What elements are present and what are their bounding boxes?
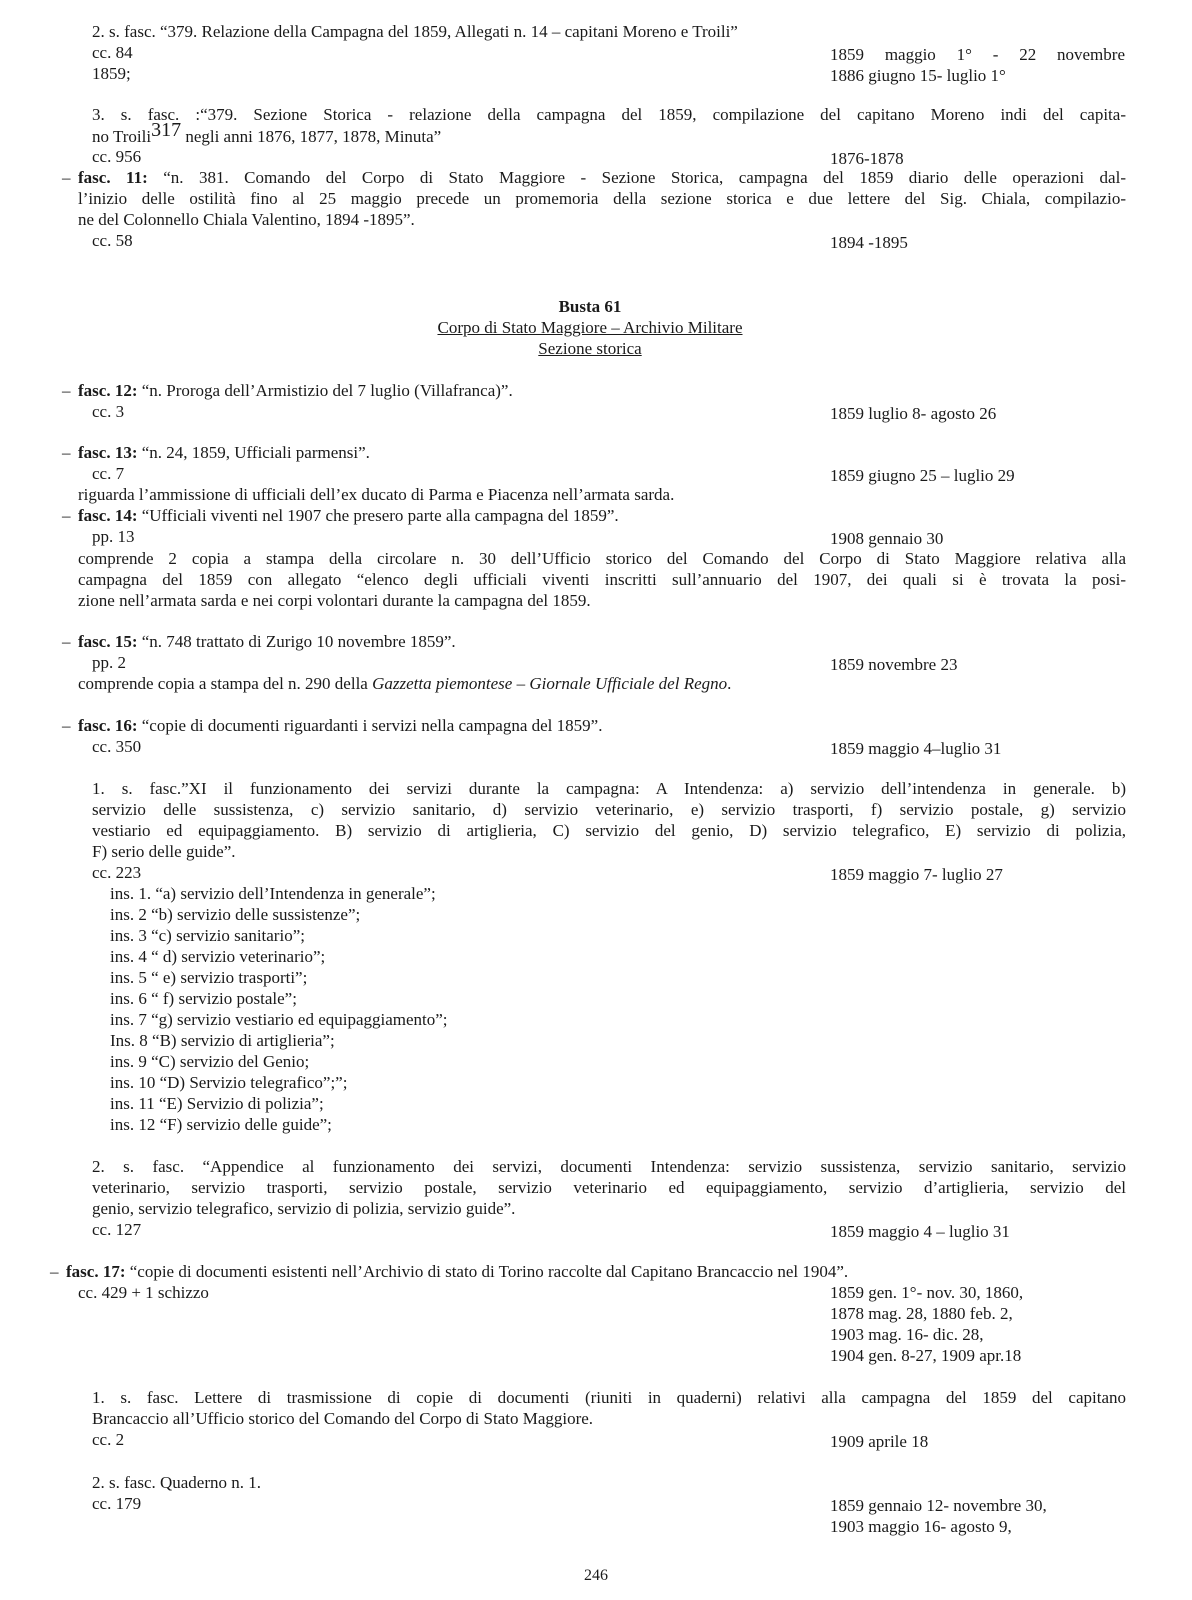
fasc-16-sf1-line2: servizio delle sussistenza, c) servizio sanitario, d) servizio veterinario, e) servizio trasporti, f) servizio postale, g) servizio <box>92 800 1126 819</box>
fasc-17-date: 1859 gen. 1°- nov. 30, 1860, <box>830 1283 1024 1302</box>
fasc-16-sf2-line3: genio, servizio telegrafico, servizio di polizia, servizio guide”. <box>92 1199 516 1218</box>
subfascicle-3-line1: 3. s. fasc. :“379. Sezione Storica - relazione della campagna del 1859, compilazione del capitano Moreno indi del capita- <box>92 105 1126 124</box>
fasc-16-title: fasc. 16: “copie di documenti riguardanti i servizi nella campagna del 1859”. <box>78 716 603 735</box>
fasc-14-note-line1: comprende 2 copia a stampa della circolare n. 30 dell’Ufficio storico del Comando del Corpo di Stato Maggiore relativa alla <box>78 549 1126 568</box>
inserto-item: ins. 11 “E) Servizio di polizia”; <box>110 1094 324 1113</box>
inserto-item: ins. 7 “g) servizio vestiario ed equipaggiamento”; <box>110 1010 448 1029</box>
fasc-11-line2: l’inizio delle ostilità fino al 25 maggio precede un promemoria della sezione storica e due lettere del Sig. Chiala, compilazio- <box>78 189 1126 208</box>
fasc-11-dash: – <box>62 168 71 187</box>
fasc-17-dash: – <box>50 1262 59 1281</box>
fasc-13-title: fasc. 13: “n. 24, 1859, Ufficiali parmensi”. <box>78 443 370 462</box>
fasc-17-sf1-line1: 1. s. fasc. Lettere di trasmissione di copie di documenti (riuniti in quaderni) relativi alla campagna del 1859 del capitano <box>92 1388 1126 1407</box>
fasc-17-sf1-cc: cc. 2 <box>92 1430 125 1449</box>
fasc-15-dash: – <box>62 632 71 651</box>
subfascicle-2-cc2: 1859; <box>92 64 131 83</box>
fasc-15-date: 1859 novembre 23 <box>830 655 958 674</box>
subfascicle-3-cc: cc. 956 <box>92 147 142 166</box>
handwritten-mark: 317 <box>151 119 182 141</box>
fasc-12-date: 1859 luglio 8- agosto 26 <box>830 404 997 423</box>
fasc-13-cc: cc. 7 <box>92 464 125 483</box>
fasc-13-date: 1859 giugno 25 – luglio 29 <box>830 466 1015 485</box>
busta-subtitle: Corpo di Stato Maggiore – Archivio Militare <box>437 318 743 337</box>
subfascicle-2-cc: cc. 84 <box>92 43 133 62</box>
fasc-16-sf1-date: 1859 maggio 7- luglio 27 <box>830 865 1003 884</box>
fasc-15-title: fasc. 15: “n. 748 trattato di Zurigo 10 novembre 1859”. <box>78 632 456 651</box>
fasc-17-date: 1878 mag. 28, 1880 feb. 2, <box>830 1304 1013 1323</box>
fasc-14-title: fasc. 14: “Ufficiali viventi nel 1907 che presero parte alla campagna del 1859”. <box>78 506 619 525</box>
inserto-item: Ins. 8 “B) servizio di artiglieria”; <box>110 1031 335 1050</box>
fasc-11-cc: cc. 58 <box>92 231 133 250</box>
fasc-11-line1: fasc. 11: “n. 381. Comando del Corpo di Stato Maggiore - Sezione Storica, campagna del 1859 diario delle operazioni dal- <box>78 168 1126 187</box>
fasc-16-sf2-line1: 2. s. fasc. “Appendice al funzionamento dei servizi, documenti Intendenza: servizio sussistenza, servizio sanitario, servizio <box>92 1157 1126 1176</box>
fasc-17-sf2-date: 1859 gennaio 12- novembre 30, <box>830 1496 1047 1515</box>
fasc-15-cc: pp. 2 <box>92 653 126 672</box>
fasc-17-sf2-date: 1903 maggio 16- agosto 9, <box>830 1517 1012 1536</box>
inserto-item: ins. 4 “ d) servizio veterinario”; <box>110 947 326 966</box>
fasc-12-dash: – <box>62 381 71 400</box>
fasc-17-sf2-title: 2. s. fasc. Quaderno n. 1. <box>92 1473 262 1492</box>
fasc-14-cc: pp. 13 <box>92 527 135 546</box>
fasc-16-date: 1859 maggio 4–luglio 31 <box>830 739 1002 758</box>
fasc-14-date: 1908 gennaio 30 <box>830 529 944 548</box>
fasc-15-note: comprende copia a stampa del n. 290 della Gazzetta piemontese – Giornale Ufficiale del Regno. <box>78 674 732 693</box>
fasc-17-cc: cc. 429 + 1 schizzo <box>78 1283 209 1302</box>
fasc-16-sf1-cc: cc. 223 <box>92 863 142 882</box>
inserto-item: ins. 10 “D) Servizio telegrafico”;”; <box>110 1073 348 1092</box>
inserto-item: ins. 5 “ e) servizio trasporti”; <box>110 968 308 987</box>
inserto-item: ins. 9 “C) servizio del Genio; <box>110 1052 310 1071</box>
fasc-16-sf1-line3: vestiario ed equipaggiamento. B) servizio di artiglieria, C) servizio del genio, D) servizio telegrafico, E) servizio di polizia, <box>92 821 1126 840</box>
subfascicle-3-line2: no Troili317 negli anni 1876, 1877, 1878, Minuta” <box>92 119 442 146</box>
busta-section: Sezione storica <box>538 339 642 358</box>
fasc-16-sf1-line4: F) serio delle guide”. <box>92 842 236 861</box>
page-number: 246 <box>584 1567 608 1584</box>
subfascicle-2-date2: 1886 giugno 15- luglio 1° <box>830 66 1006 85</box>
fasc-14-note-line3: zione nell’armata sarda e nei corpi volontari durante la campagna del 1859. <box>78 591 591 610</box>
inserto-item: ins. 3 “c) servizio sanitario”; <box>110 926 305 945</box>
fasc-13-dash: – <box>62 443 71 462</box>
fasc-13-note: riguarda l’ammissione di ufficiali dell’ex ducato di Parma e Piacenza nell’armata sarda. <box>78 485 675 504</box>
fasc-16-sf2-line2: veterinario, servizio trasporti, servizio postale, servizio veterinario ed equipaggiamento, servizio d’artiglieria, servizio del <box>92 1178 1126 1197</box>
fasc-16-sf2-cc: cc. 127 <box>92 1220 142 1239</box>
fasc-14-dash: – <box>62 506 71 525</box>
fasc-11-date: 1894 -1895 <box>830 233 908 252</box>
subfascicle-3-date: 1876-1878 <box>830 149 904 168</box>
fasc-16-sf1-line1: 1. s. fasc.”XI il funzionamento dei servizi durante la campagna: A Intendenza: a) servizio dell’intendenza in generale. b) <box>92 779 1126 798</box>
fasc-16-dash: – <box>62 716 71 735</box>
subfascicle-2-date: 1859 maggio 1° - 22 novembre <box>830 45 1125 64</box>
inserto-item: ins. 1. “a) servizio dell’Intendenza in generale”; <box>110 884 436 903</box>
fasc-14-note-line2: campagna del 1859 con allegato “elenco degli ufficiali viventi inscritti sull’annuario del 1907, dei quali si è trovata la posi- <box>78 570 1126 589</box>
fasc-16-sf2-date: 1859 maggio 4 – luglio 31 <box>830 1222 1010 1241</box>
fasc-12-title: fasc. 12: “n. Proroga dell’Armistizio del 7 luglio (Villafranca)”. <box>78 381 513 400</box>
subfascicle-2-title: 2. s. fasc. “379. Relazione della Campagna del 1859, Allegati n. 14 – capitani Moreno e Troili” <box>92 22 738 41</box>
fasc-12-cc: cc. 3 <box>92 402 125 421</box>
busta-title: Busta 61 <box>558 297 622 316</box>
fasc-17-title: fasc. 17: “copie di documenti esistenti nell’Archivio di stato di Torino raccolte dal Capitano Brancaccio nel 1904”. <box>66 1262 849 1281</box>
fasc-17-sf2-cc: cc. 179 <box>92 1494 142 1513</box>
fasc-16-cc: cc. 350 <box>92 737 142 756</box>
fasc-17-sf1-line2: Brancaccio all’Ufficio storico del Comando del Corpo di Stato Maggiore. <box>92 1409 594 1428</box>
inserto-item: ins. 12 “F) servizio delle guide”; <box>110 1115 332 1134</box>
fasc-11-line3: ne del Colonnello Chiala Valentino, 1894 -1895”. <box>78 210 415 229</box>
inserto-item: ins. 6 “ f) servizio postale”; <box>110 989 297 1008</box>
fasc-17-date: 1903 mag. 16- dic. 28, <box>830 1325 984 1344</box>
fasc-17-sf1-date: 1909 aprile 18 <box>830 1432 929 1451</box>
inserto-item: ins. 2 “b) servizio delle sussistenze”; <box>110 905 361 924</box>
fasc-17-date: 1904 gen. 8-27, 1909 apr.18 <box>830 1346 1022 1365</box>
